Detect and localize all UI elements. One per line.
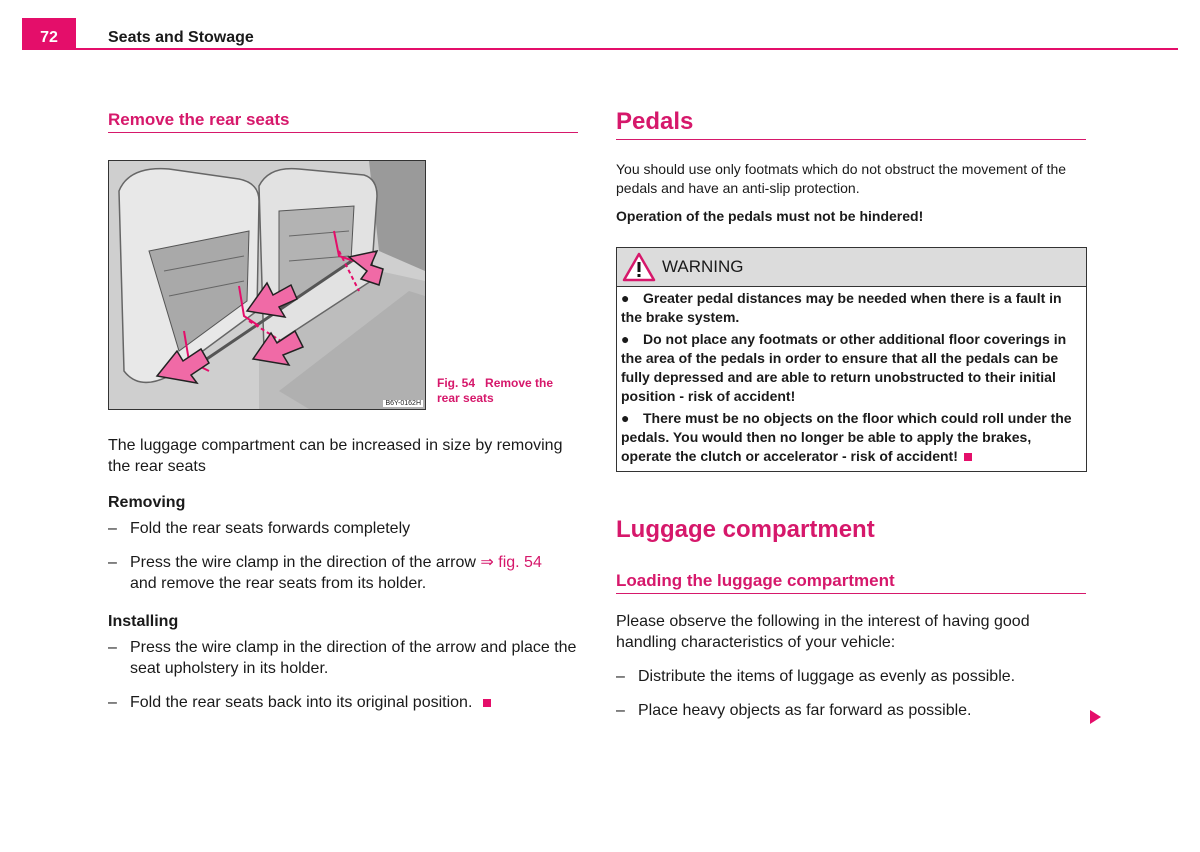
warning-item: ● There must be no objects on the floor which could roll under the pedals. You would then no longer be able to apply the brakes, operate the clutch or accelerator - risk of accident!	[621, 410, 1072, 464]
luggage-section	[616, 516, 1086, 721]
caption-text: Remove the rear seats	[437, 376, 554, 405]
warning-triangle-icon	[622, 252, 656, 282]
dash: –	[108, 520, 117, 537]
warning-body	[617, 287, 1086, 471]
installing-section	[108, 613, 578, 713]
warning-item: ● Do not place any footmats or other additional floor coverings in the area of the pedals in order to ensure that all the pedals can be fully depressed and are able to return unobstructed to their initial position - risk of accident!	[621, 331, 1067, 404]
list-item	[108, 692, 578, 713]
warning-label: WARNING	[662, 257, 744, 276]
luggage-step-2: Place heavy objects as far forward as possible.	[638, 702, 972, 719]
removing-step-1: Fold the rear seats forwards completely	[130, 520, 411, 537]
figure-rear-seats	[108, 160, 426, 410]
section-heading-remove-rear-seats: Remove the rear seats	[108, 110, 578, 133]
list-item	[108, 637, 578, 679]
header-rule	[22, 48, 1178, 50]
figure-code: B6Y-0162H	[385, 400, 421, 407]
removing-section	[108, 494, 578, 594]
warning-box	[616, 247, 1087, 472]
end-of-section-marker	[964, 453, 972, 461]
installing-title: Installing	[108, 613, 179, 630]
figure-caption	[437, 376, 577, 406]
dash: –	[616, 702, 625, 719]
installing-step-1: Press the wire clamp in the direction of the arrow and place the seat upholstery in its holder.	[130, 639, 577, 677]
intro-text: The luggage compartment can be increased in size by removing the rear seats	[108, 437, 563, 475]
section-heading-pedals: Pedals	[616, 108, 1086, 140]
end-of-section-marker	[483, 699, 491, 707]
dash: –	[108, 639, 117, 656]
caption-number: Fig. 54	[437, 376, 476, 390]
removing-title: Removing	[108, 494, 186, 511]
warning-item: ● Greater pedal distances may be needed when there is a fault in the brake system.	[621, 290, 1062, 325]
rear-seats-illustration	[109, 161, 425, 409]
list-item	[616, 666, 1086, 687]
removing-step-2: Press the wire clamp in the direction of the arrow	[130, 554, 476, 571]
next-page-arrow-icon[interactable]	[1090, 710, 1101, 724]
figure-reference-link[interactable]: fig. 54	[498, 554, 542, 571]
warning-header	[617, 248, 1086, 287]
left-column	[108, 110, 578, 711]
pedals-text: You should use only footmats which do not obstruct the movement of the pedals and have an anti-slip protection.	[616, 161, 1067, 196]
removing-step-2-cont: and remove the rear seats from its holder.	[130, 575, 427, 592]
subheading-loading: Loading the luggage compartment	[616, 571, 1086, 594]
page-number: 72	[22, 18, 76, 50]
dash: –	[108, 554, 117, 571]
figure-reference-arrow: ⇒	[480, 554, 494, 571]
list-item	[108, 518, 578, 539]
luggage-step-1: Distribute the items of luggage as evenly as possible.	[638, 668, 1016, 685]
installing-step-2: Fold the rear seats back into its original position.	[130, 694, 473, 711]
section-heading-luggage: Luggage compartment	[616, 516, 875, 543]
right-column	[616, 108, 1086, 719]
dash: –	[616, 668, 625, 685]
list-item	[108, 552, 578, 594]
list-item	[616, 700, 1086, 721]
pedals-bold-note: Operation of the pedals must not be hindered!	[616, 208, 924, 224]
dash: –	[108, 694, 117, 711]
luggage-intro: Please observe the following in the interest of having good handling characteristics of your vehicle:	[616, 613, 1030, 651]
page-title: Seats and Stowage	[108, 29, 254, 46]
